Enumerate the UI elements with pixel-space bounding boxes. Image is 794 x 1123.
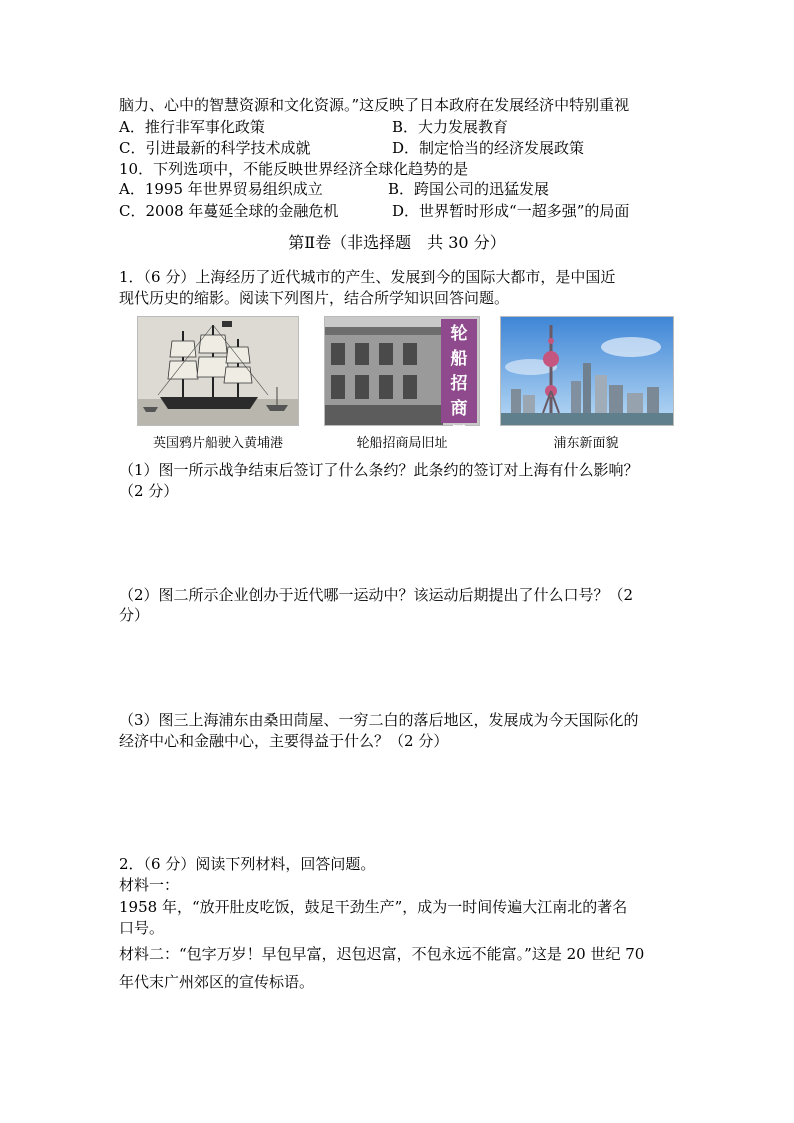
photo-3-caption: 浦东新面貌 [553, 436, 619, 451]
sign-char: 船 [450, 349, 468, 369]
photo-2-caption: 轮船招商局旧址 [356, 436, 448, 451]
q1-stem-line2: 现代历史的缩影。阅读下列图片，结合所学知识回答问题。 [119, 289, 510, 307]
ship-illustration [138, 317, 298, 425]
q10-option-a: A．1995 年世界贸易组织成立 [119, 180, 323, 198]
q1-sub1-line1: （1）图一所示战争结束后签订了什么条约？此条约的签订对上海有什么影响？ [119, 461, 639, 479]
photo-pudong-skyline [500, 316, 674, 426]
q1-sub3-line2: 经济中心和金融中心，主要得益于什么？（2 分） [119, 732, 449, 750]
q2-stem: 2．（6 分）阅读下列材料，回答问题。 [119, 855, 376, 873]
sign-char: 局 [450, 424, 468, 444]
q1-sub2-line2: 分） [119, 606, 150, 624]
photo-opium-ship [137, 316, 299, 426]
q9-option-a: A．推行非军事化政策 [119, 118, 265, 136]
q9-stem-tail: 脑力、心中的智慧资源和文化资源。”这反映了日本政府在发展经济中特别重视 [119, 96, 630, 114]
q2-material2-line2: 年代末广州郊区的宣传标语。 [119, 973, 315, 991]
q2-material1-line2: 口号。 [119, 919, 165, 937]
q9-option-d: D．制定恰当的经济发展政策 [392, 139, 585, 157]
merchants-sign [441, 319, 477, 444]
q10-option-b: B．跨国公司的迅猛发展 [388, 180, 550, 198]
q2-material2-line1: 材料二：“包字万岁！早包早富，迟包迟富，不包永远不能富。”这是 20 世纪 70 [119, 945, 645, 963]
q10-option-c: C．2008 年蔓延全球的金融危机 [119, 202, 339, 220]
section-2-title: 第Ⅱ卷（非选择题 共 30 分） [288, 233, 506, 252]
q1-sub2-line1: （2）图二所示企业创办于近代哪一运动中？该运动后期提出了什么口号？（2 [119, 586, 634, 604]
q9-option-c: C．引进最新的科学技术成就 [119, 139, 311, 157]
q1-sub1-line2: （2 分） [119, 482, 179, 500]
q1-stem-line1: 1．（6 分）上海经历了近代城市的产生、发展到今的国际大都市，是中国近 [119, 268, 616, 286]
photo-1-caption: 英国鸦片船驶入黄埔港 [152, 436, 283, 451]
q10-stem: 10．下列选项中，不能反映世界经济全球化趋势的是 [119, 160, 469, 178]
q1-sub3-line1: （3）图三上海浦东由桑田茼屋、一穷二白的落后地区，发展成为今天国际化的 [119, 711, 639, 729]
sign-char: 轮 [450, 324, 468, 344]
q2-material1-line1: 1958 年，“放开肚皮吃饭，鼓足干劲生产”，成为一时间传遍大江南北的著名 [119, 898, 628, 916]
q9-option-b: B．大力发展教育 [392, 118, 509, 136]
q10-option-d: D．世界暂时形成“一超多强”的局面 [392, 202, 630, 220]
sign-char: 招 [450, 374, 468, 394]
q2-material1-label: 材料一： [119, 876, 180, 894]
sign-char: 商 [450, 399, 468, 419]
skyline-illustration [501, 317, 673, 425]
